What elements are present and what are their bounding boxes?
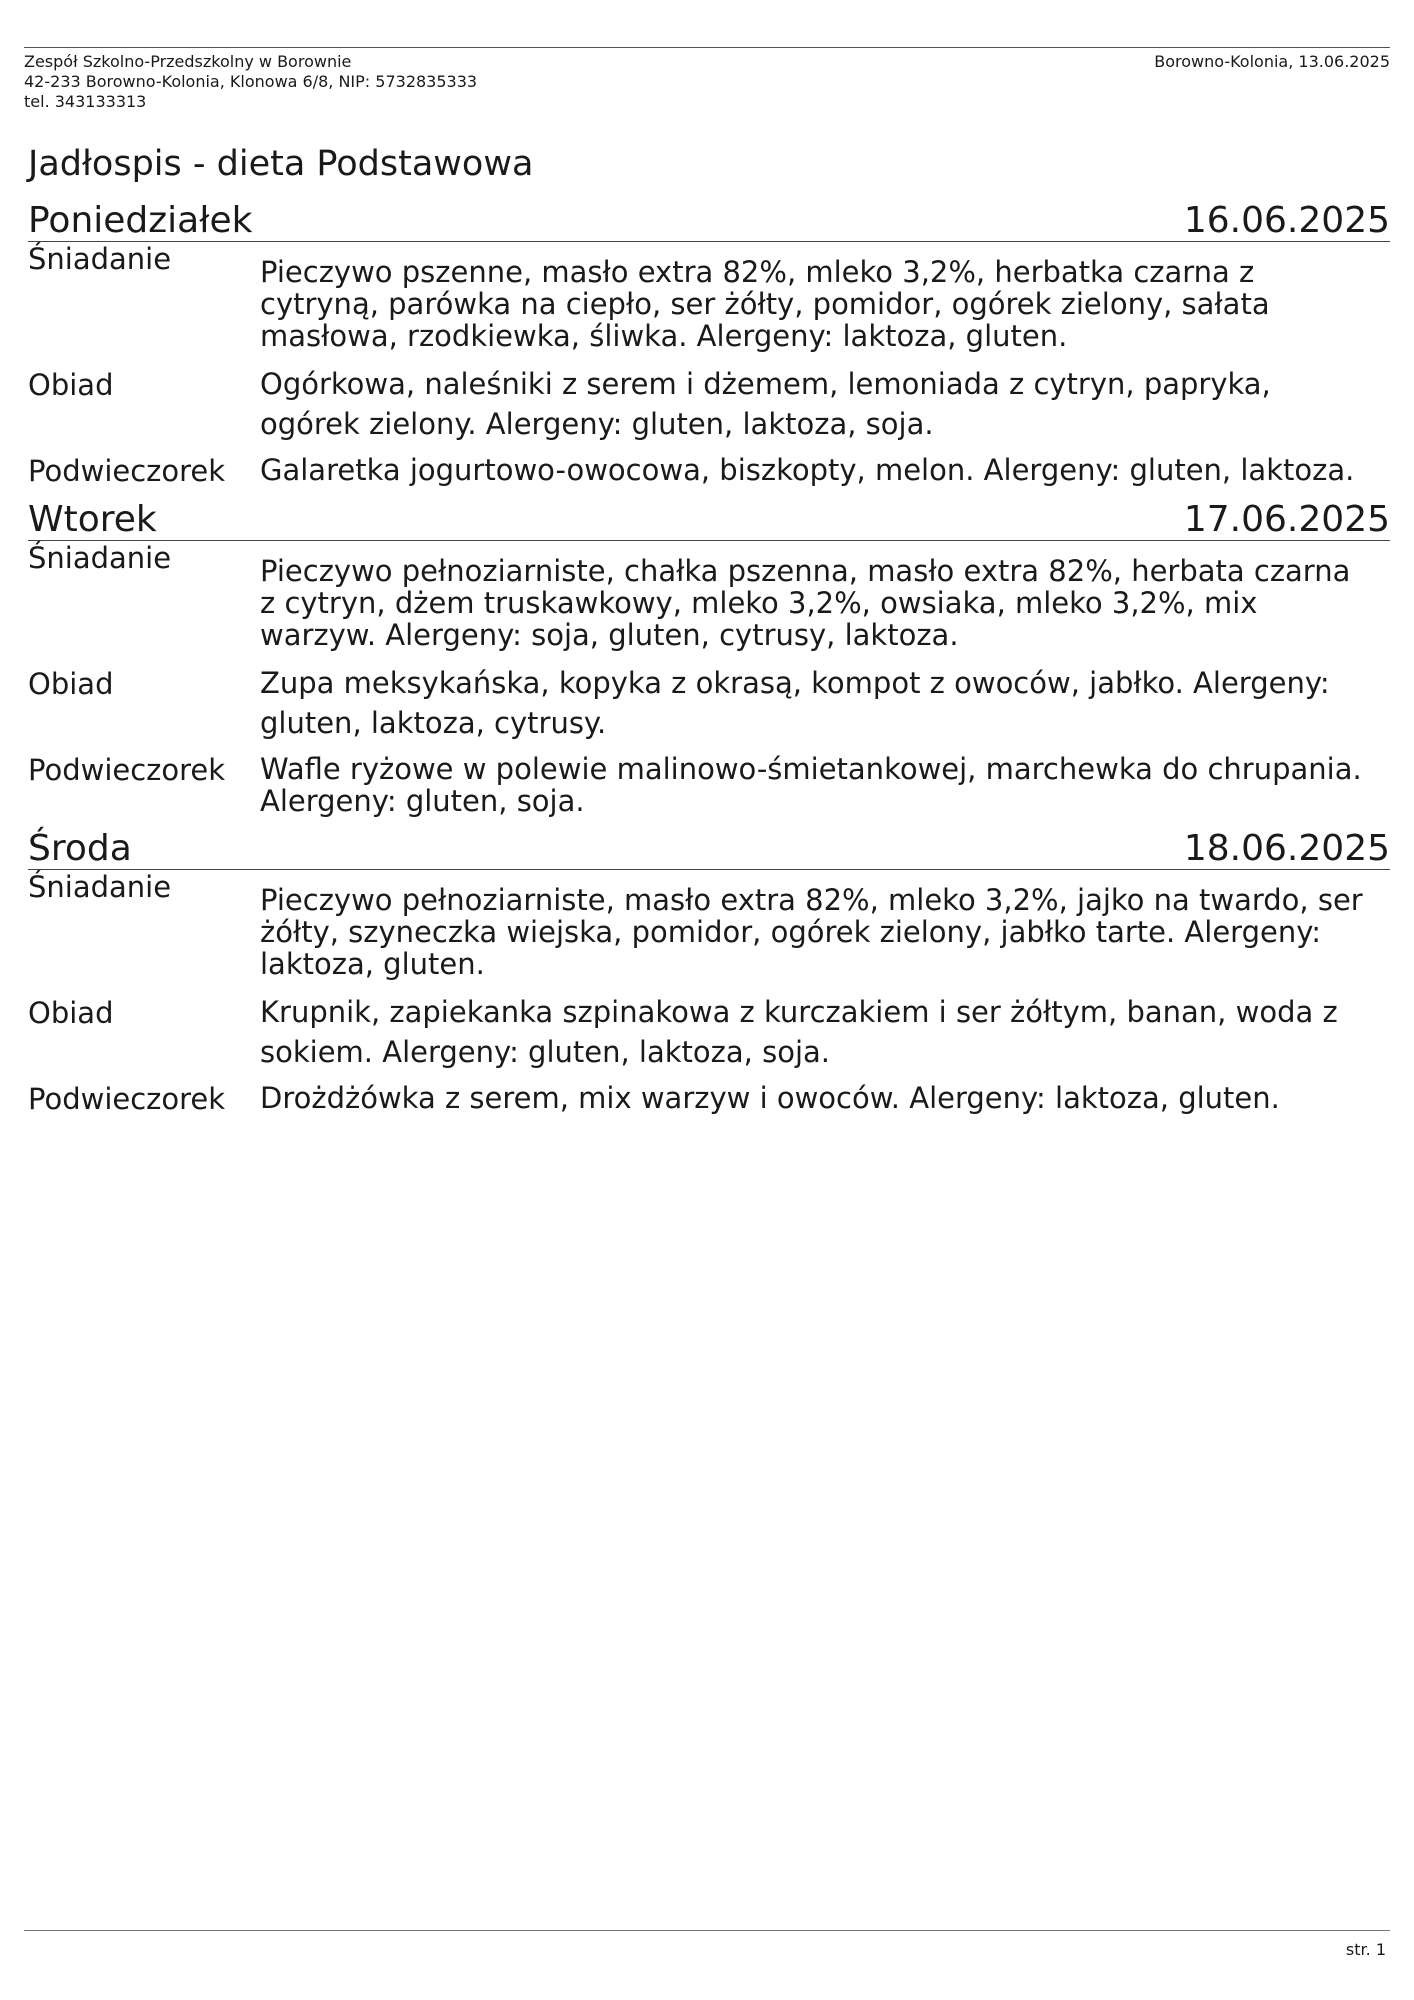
meal-row-lunch — [28, 663, 1390, 743]
menu-days — [28, 197, 1390, 1124]
document-header — [24, 52, 1390, 118]
meal-description: Galaretka jogurtowo-owocowa, biszkopty, melon. Alergeny: gluten, laktoza. — [260, 453, 1355, 487]
meal-row-breakfast — [28, 870, 1390, 980]
day-name: Wtorek — [28, 499, 157, 540]
meal-label: Śniadanie — [28, 541, 172, 575]
meal-row-snack — [28, 454, 1390, 488]
meal-row-breakfast — [28, 541, 1390, 651]
day-date: 18.06.2025 — [1183, 828, 1390, 869]
day-header — [28, 197, 1390, 242]
footer-divider — [24, 1930, 1390, 1931]
meal-label: Śniadanie — [28, 242, 172, 276]
meal-row-lunch — [28, 992, 1390, 1072]
institution-info — [24, 52, 477, 112]
meal-description: Pieczywo pszenne, masło extra 82%, mleko 3,2%, herbatka czarna z cytryną, parówka na ciepło, ser żółty, pomidor, ogórek zielony, sałata masłowa, rzodkiewka, śliwka. Alergeny: laktoza, gluten. — [260, 255, 1270, 353]
meal-label: Podwieczorek — [28, 753, 226, 787]
meal-description: Ogórkowa, naleśniki z serem i dżemem, lemoniada z cytryn, papryka, ogórek zielony. Alergeny: gluten, laktoza, soja. — [260, 367, 1271, 441]
day-section-monday — [28, 197, 1390, 488]
meal-row-breakfast — [28, 242, 1390, 352]
day-name: Środa — [28, 828, 132, 869]
menu-title: Jadłospis - dieta Podstawowa — [28, 144, 534, 184]
place-and-date: Borowno-Kolonia, 13.06.2025 — [1154, 52, 1390, 71]
meal-description: Pieczywo pełnoziarniste, chałka pszenna, masło extra 82%, herbata czarna z cytryn, dżem truskawkowy, mleko 3,2%, owsiaka, mleko 3,2%, mix warzyw. Alergeny: soja, gluten, cytrusy, laktoza. — [260, 554, 1351, 652]
day-section-tuesday — [28, 496, 1390, 817]
day-header — [28, 825, 1390, 870]
page-number: str. 1 — [1345, 1940, 1386, 1959]
day-section-wednesday — [28, 825, 1390, 1116]
day-date: 17.06.2025 — [1183, 499, 1390, 540]
day-date: 16.06.2025 — [1183, 200, 1390, 241]
meal-label: Śniadanie — [28, 870, 172, 904]
meal-label: Obiad — [28, 996, 114, 1030]
meal-description: Pieczywo pełnoziarniste, masło extra 82%, mleko 3,2%, jajko na twardo, ser żółty, szyneczka wiejska, pomidor, ogórek zielony, jabłko tarte. Alergeny: laktoza, gluten. — [260, 883, 1363, 981]
meal-label: Podwieczorek — [28, 1082, 226, 1116]
institution-address: 42-233 Borowno-Kolonia, Klonowa 6/8, NIP: 5732835333 — [24, 72, 478, 91]
meal-description: Krupnik, zapiekanka szpinakowa z kurczakiem i ser żółtym, banan, woda z sokiem. Alergeny: gluten, laktoza, soja. — [260, 995, 1338, 1069]
meal-label: Podwieczorek — [28, 454, 226, 488]
institution-name: Zespół Szkolno-Przedszkolny w Borownie — [24, 52, 352, 71]
meal-row-lunch — [28, 364, 1390, 444]
meal-description: Drożdżówka z serem, mix warzyw i owoców. Alergeny: laktoza, gluten. — [260, 1081, 1280, 1115]
meal-label: Obiad — [28, 368, 114, 402]
day-header — [28, 496, 1390, 541]
institution-phone: tel. 343133313 — [24, 92, 147, 111]
day-name: Poniedziałek — [28, 200, 253, 241]
meal-label: Obiad — [28, 667, 114, 701]
meal-description: Wafle ryżowe w polewie malinowo-śmietankowej, marchewka do chrupania. Alergeny: gluten, soja. — [260, 752, 1362, 818]
meal-row-snack — [28, 1082, 1390, 1116]
meal-row-snack — [28, 753, 1390, 817]
header-divider — [24, 47, 1390, 48]
meal-description: Zupa meksykańska, kopyka z okrasą, kompot z owoców, jabłko. Alergeny: gluten, laktoza, cytrusy. — [260, 666, 1330, 740]
